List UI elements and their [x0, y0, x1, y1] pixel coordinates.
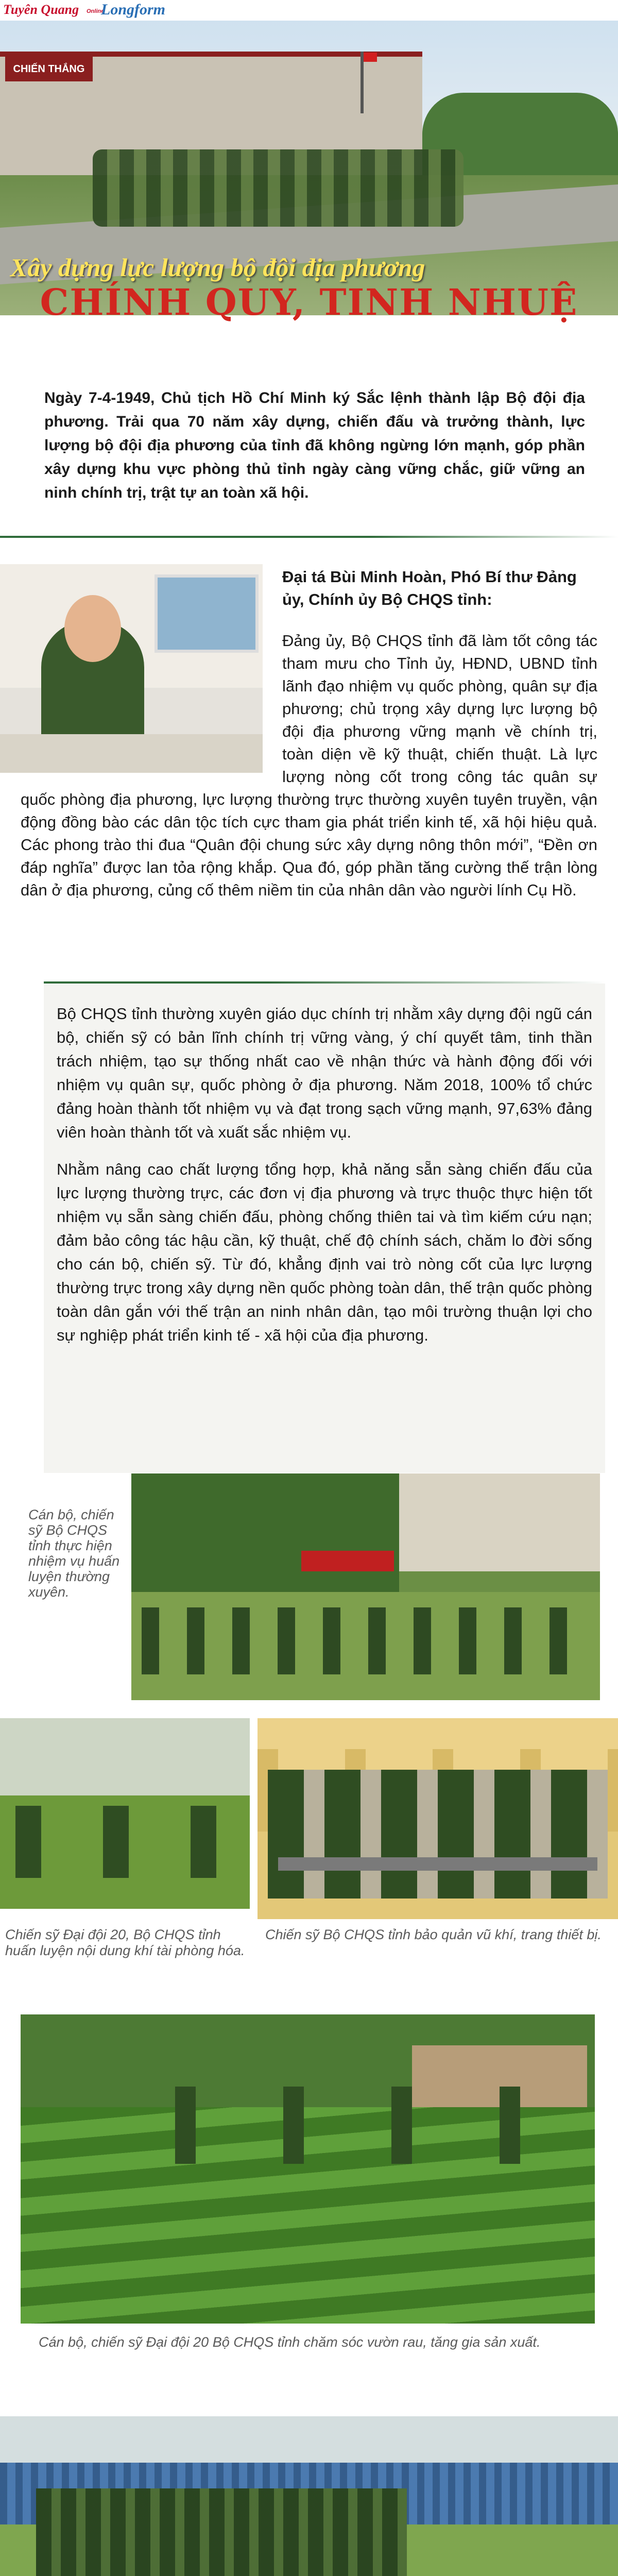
- photo-vegetable-garden: [21, 2014, 595, 2324]
- photo3-soldiers: [268, 1770, 608, 1899]
- caption-photo-2: Chiến sỹ Đại đội 20, Bộ CHQS tỉnh huấn luyện nội dung khí tài phòng hóa.: [5, 1927, 245, 1958]
- photo4-soldiers: [175, 2087, 525, 2164]
- photo1-banner: [301, 1551, 394, 1571]
- hero-marching-troops: [93, 149, 464, 227]
- interview-body: [21, 630, 597, 902]
- brand-online-label: Online: [87, 8, 105, 14]
- masthead: [0, 0, 618, 21]
- box-paragraph-2: Nhằm nâng cao chất lượng tổng hợp, khả năng sẵn sàng chiến đấu của lực lượng thường trực, các đơn vị địa phương và trực thuộc thực hiện tốt nhiệm vụ sẵn sàng chiến đấu, phòng chống thiên tai và tìm kiếm cứu nạn; đảm bảo công tác hậu cần, kỹ thuật, chế độ chính sách, chăm lo đời sống cho cán bộ, chiến sỹ. Từ đó, khẳng định vai trò nòng cốt của lực lượng thường trực trong xây dựng nền quốc phòng toàn dân, thế trận quốc phòng toàn dân gắn với thế trận an ninh nhân dân, tạo môi trường thuận lợi cho sự nghiệp phát triển kinh tế - xã hội của địa phương.: [57, 1160, 592, 1344]
- photo5-sky: [0, 2416, 618, 2463]
- highlight-box-text: [57, 1002, 592, 1361]
- photo1-building: [399, 1473, 600, 1571]
- photo1-trees: [131, 1473, 399, 1592]
- caption-photo-1: Cán bộ, chiến sỹ Bộ CHQS tỉnh thực hiện nhiệm vụ huấn luyện thường xuyên.: [28, 1507, 120, 1600]
- interview-text: Đảng ủy, Bộ CHQS tỉnh đã làm tốt công tác tham mưu cho Tỉnh ủy, HĐND, UBND tỉnh lãnh đạo nhiệm vụ quốc phòng, quân sự địa phương; chủ trọng xây dựng lực lượng bộ đội địa phương vững mạnh về chính trị, toàn diện về kỹ thuật, chiến thuật. Là lực lượng nòng cốt trong công tác quân sự quốc phòng địa phương, lực lượng thường trực thường xuyên tuyên truyền, vận động đồng bào các dân tộc tích cực tham gia phát triển kinh tế, xã hội hiệu quả. Các phong trào thi đua “Quân đội chung sức xây dựng nông thôn mới”, “Đền ơn đáp nghĩa” được lan tỏa rộng khắp. Qua đó, góp phần tăng cường thế trận lòng dân ở địa phương, củng cố thêm niềm tin của nhân dân vào người lính Cụ Hồ.: [21, 632, 597, 899]
- photo-training: [131, 1473, 600, 1700]
- portrait-wrap-spacer: [21, 630, 282, 774]
- hero-sign: CHIẾN THẮNG: [5, 57, 93, 81]
- photo5-troops: [36, 2488, 407, 2576]
- interview-speaker: Đại tá Bùi Minh Hoàn, Phó Bí thư Đảng ủy, Chính ủy Bộ CHQS tỉnh:: [282, 568, 577, 608]
- photo-weapon-maintenance: [258, 1718, 618, 1919]
- box-paragraph-1: Bộ CHQS tỉnh thường xuyên giáo dục chính trị nhằm xây dựng đội ngũ cán bộ, chiến sỹ có bản lĩnh chính trị vững vàng, ý chí quyết tâm, tinh thần trách nhiệm, tạo sự thống nhất cao về nhận thức và hành động đối với nhiệm vụ quân sự, quốc phòng ở địa phương. Năm 2018, 100% tổ chức đảng hoàn thành tốt nhiệm vụ và đạt trong sạch vững mạnh, 97,63% đảng viên hoàn thành tốt và xuất sắc nhiệm vụ.: [57, 1005, 592, 1141]
- photo-chemical-training: [0, 1718, 250, 1909]
- caption-photo-3: Chiến sỹ Bộ CHQS tỉnh bảo quản vũ khí, trang thiết bị.: [265, 1927, 602, 1942]
- caption-photo-4: Cán bộ, chiến sỹ Đại đội 20 Bộ CHQS tỉnh chăm sóc vườn rau, tăng gia sản xuất.: [39, 2334, 541, 2350]
- section-label: Longform: [101, 1, 166, 18]
- lead-paragraph: Ngày 7-4-1949, Chủ tịch Hồ Chí Minh ký Sắc lệnh thành lập Bộ đội địa phương. Trải qua 70 năm xây dựng, chiến đấu và trưởng thành, lực lượng bộ đội địa phương của tỉnh đã không ngừng lớn mạnh, góp phần xây dựng khu vực phòng thủ tỉnh ngày càng vững chắc, giữ vững an ninh chính trị, trật tự an toàn xã hội.: [44, 389, 585, 501]
- photo2-soldiers: [15, 1806, 232, 1878]
- hero-photo: [0, 21, 618, 315]
- brand-logo[interactable]: Tuyên Quang: [3, 2, 79, 17]
- photo1-soldiers: [142, 1607, 590, 1674]
- photo3-weapon-rack: [278, 1857, 597, 1871]
- photo-parade: [0, 2416, 618, 2576]
- section-divider: [0, 536, 618, 538]
- page-title: CHÍNH QUY, TINH NHUỆ: [40, 281, 578, 324]
- photo2-background: [0, 1718, 250, 1795]
- flag-icon: [364, 53, 377, 62]
- hero-title-line1: Xây dựng lực lượng bộ đội địa phương: [10, 253, 425, 282]
